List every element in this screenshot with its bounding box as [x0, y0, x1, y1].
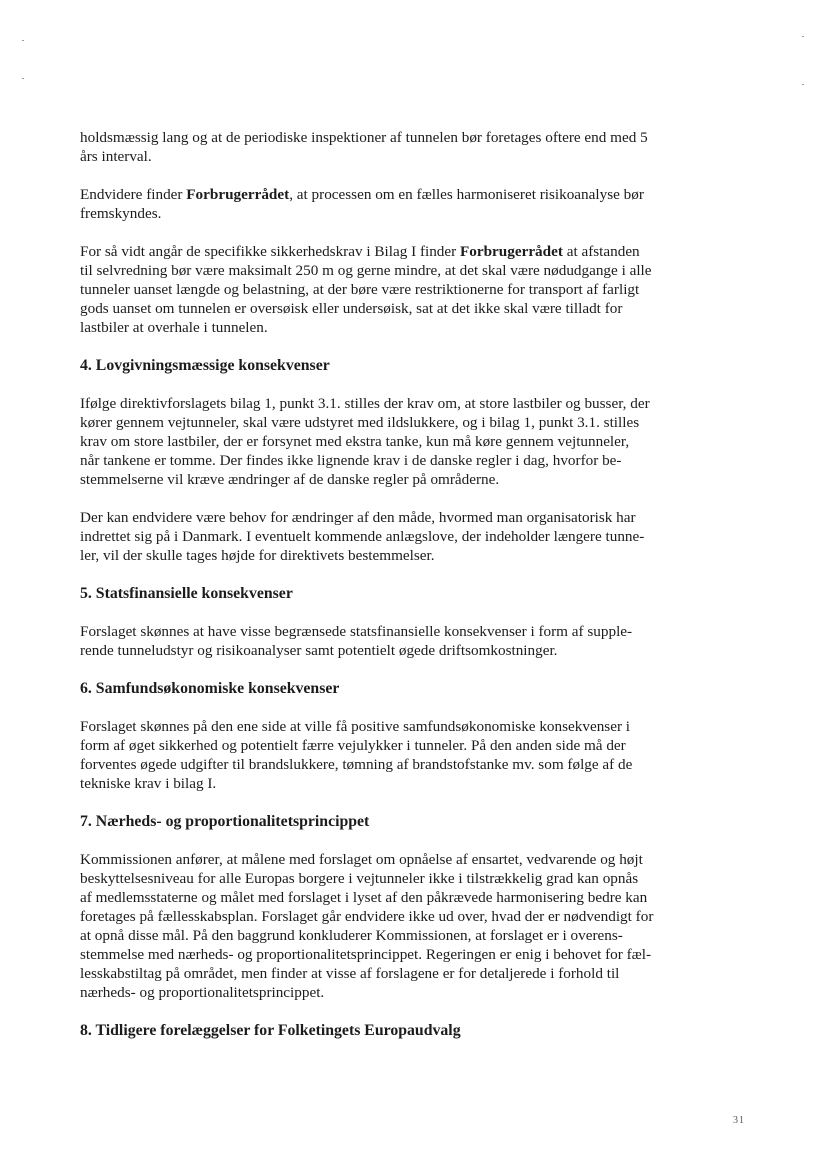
section-heading-previous-submissions: 8. Tidligere forelæggelser for Folketingets Europaudvalg: [80, 1022, 461, 1039]
paragraph-harmonised-risk-analysis: [80, 185, 760, 223]
scan-mark: [22, 40, 24, 41]
scan-mark: [802, 36, 804, 37]
scan-mark: [802, 84, 804, 85]
section-heading-state-finance: 5. Statsfinansielle konsekvenser: [80, 585, 293, 602]
paragraph-safety-requirements: [80, 242, 760, 337]
paragraph-text: , at processen om en fælles harmoniseret risikoanalyse bør fremskyndes.: [80, 186, 644, 222]
section-heading-subsidiarity: 7. Nærheds- og proportionalitetsprincippet: [80, 813, 370, 830]
paragraph-text: For så vidt angår de specifikke sikkerhedskrav i Bilag I finder: [80, 243, 460, 260]
paragraph-organisational-changes: Der kan endvidere være behov for ændringer af den måde, hvormed man organisatorisk har indrettet sig på i Danmark. I eventuelt kommende anlægslove, der indeholder længere tunne- ler, vil der skulle tages højde for direktivets bestemmelser.: [80, 509, 645, 564]
organisation-name: Forbrugerrådet: [460, 243, 563, 260]
scan-mark: [22, 78, 24, 79]
paragraph-state-finance: Forslaget skønnes at have visse begrænsede statsfinansielle konsekvenser i form af supple- rende tunneludstyr og risikoanalyser samt potentielt øgede driftsomkostninger.: [80, 623, 633, 659]
section-heading-legal-consequences: 4. Lovgivningsmæssige konsekvenser: [80, 357, 330, 374]
paragraph-intro: holdsmæssig lang og at de periodiske inspektioner af tunnelen bør foretages oftere end med 5 års interval.: [80, 129, 648, 165]
paragraph-text: Endvidere finder: [80, 186, 187, 203]
document-page: [80, 128, 760, 1059]
paragraph-legal-consequences: Ifølge direktivforslagets bilag 1, punkt 3.1. stilles der krav om, at store lastbiler og busser, der kører gennem vejtunneler, skal være udstyret med ildslukkere, og i bilag 1, punkt 3.1. stilles krav om store lastbiler, der er forsynet med ekstra tanke, kun må køre gennem vejtunneler, når tankene er tomme. Der findes ikke lignende krav i de danske regler i dag, hvorfor be- stemmelserne vil kræve ændringer af de danske regler på områderne.: [80, 395, 650, 488]
paragraph-socio-economic: Forslaget skønnes på den ene side at ville få positive samfundsøkonomiske konsekvenser i form af øget sikkerhed og potentielt færre vejulykker i tunneler. På den anden side må der forventes øgede udgifter til brandslukkere, tømning af brandstofstanke mv. som følge af de tekniske krav i bilag I.: [80, 718, 633, 792]
paragraph-text: at afstanden til selvredning bør være maksimalt 250 m og gerne mindre, at det skal være nødudgange i alle tunneler uanset længde og belastning, at der børe være restriktionerne for transport af farligt gods uanset om tunnelen er oversøisk eller undersøisk, sat at det ikke skal være tilladt for lastbiler at overhale i tunnelen.: [80, 243, 652, 336]
paragraph-subsidiarity: Kommissionen anfører, at målene med forslaget om opnåelse af ensartet, vedvarende og højt beskyttelsesniveau for alle Europas borgere i vejtunneler ikke i tilstrækkelig grad kan opnås af medlemsstaterne og målet med forslaget i lyset af den påkrævede harmonisering bedre kan foretages på fællesskabsplan. Forslaget går endvidere ikke ud over, hvad der er nødvendigt for at opnå disse mål. På den baggrund konkluderer Kommissionen, at forslaget er i overens- stemmelse med nærheds- og proportionalitetsprincippet. Regeringen er enig i behovet for fæl- lesskabstiltag på området, men finder at visse af forslagene er for detaljerede i forhold til nærheds- og proportionalitetsprincippet.: [80, 851, 654, 1001]
organisation-name: Forbrugerrådet: [186, 186, 290, 203]
section-heading-socio-economic: 6. Samfundsøkonomiske konsekvenser: [80, 680, 340, 697]
page-number: 31: [733, 1115, 745, 1126]
